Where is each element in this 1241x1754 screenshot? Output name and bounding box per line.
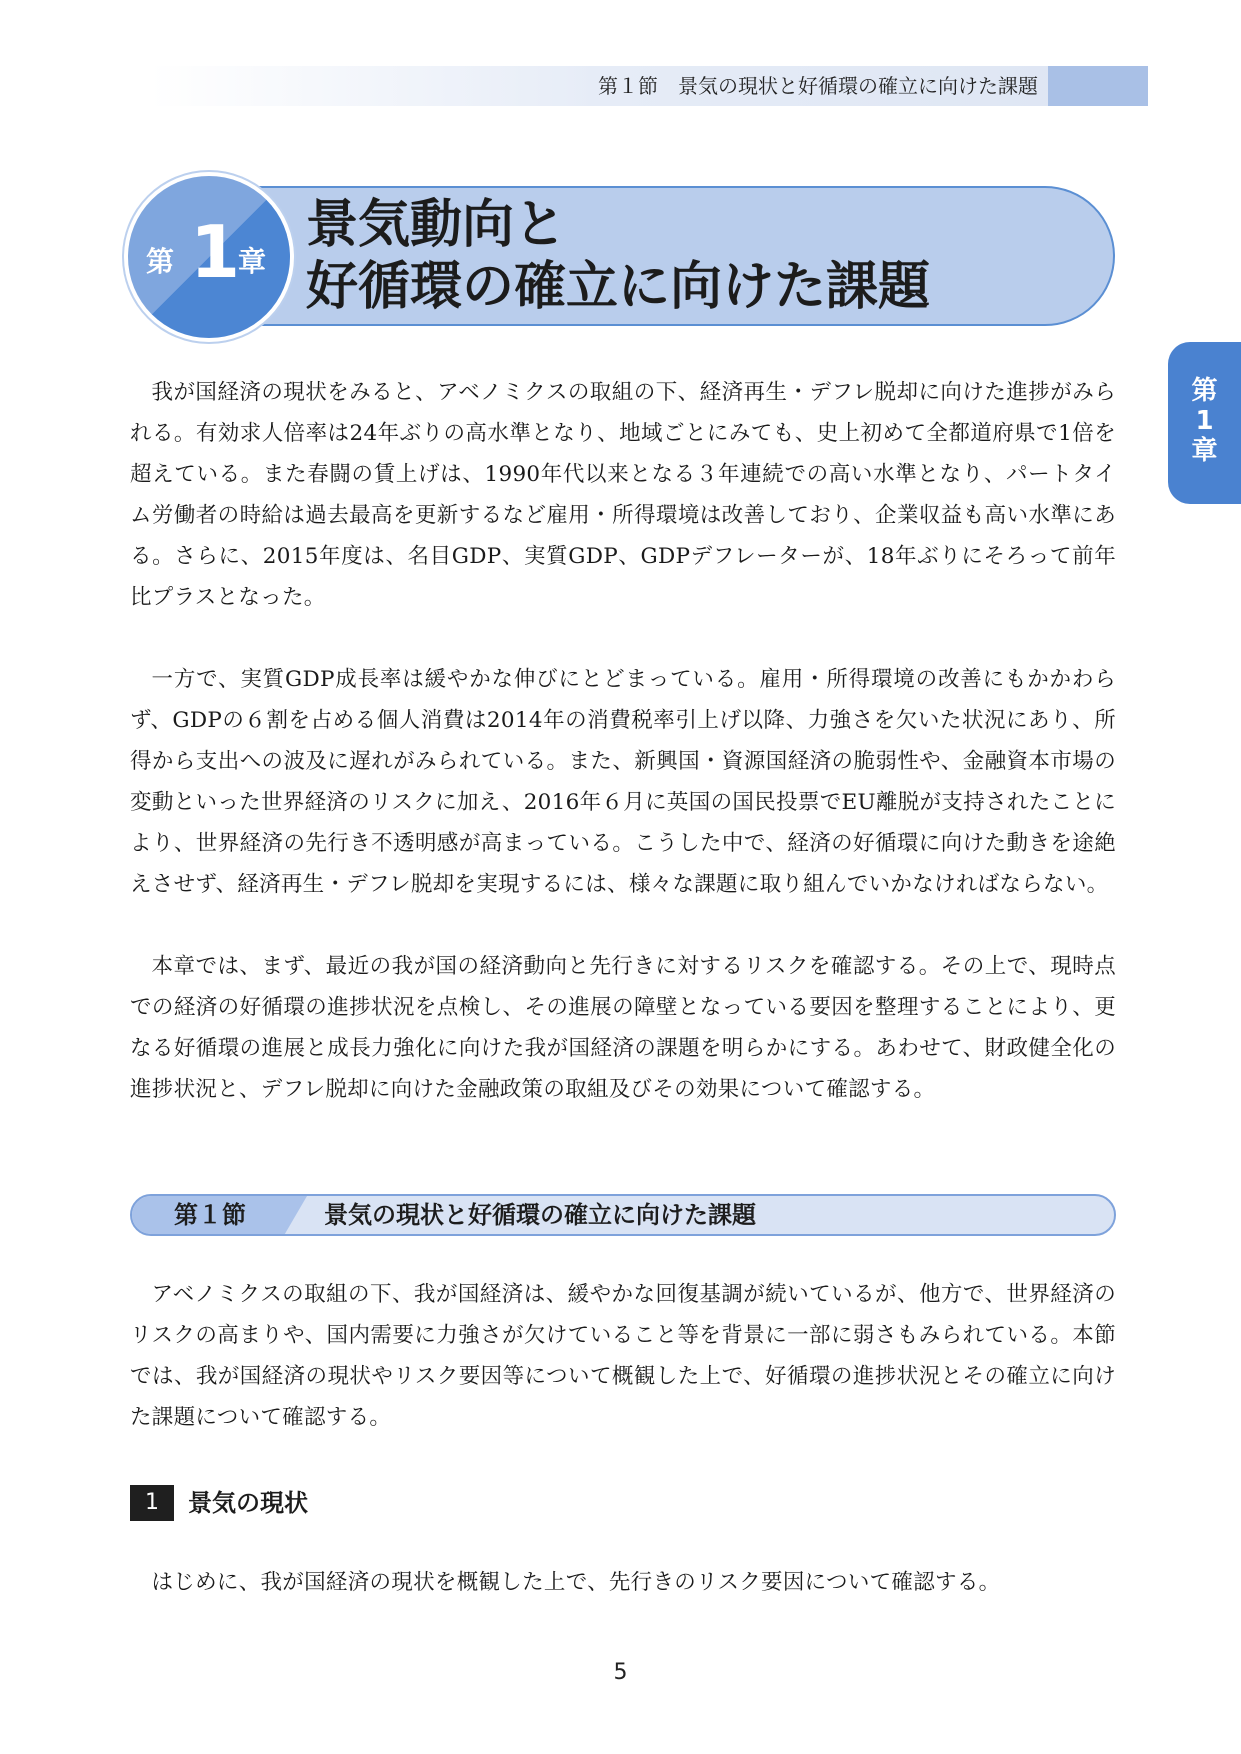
running-header-text: 第１節 景気の現状と好循環の確立に向けた課題 <box>598 74 1038 98</box>
chapter-badge-number: 1 <box>190 210 241 294</box>
side-tab-number: 1 <box>1195 406 1214 436</box>
side-tab-suffix: 章 <box>1191 436 1218 466</box>
intro-paragraph-2: 一方で、実質GDP成長率は緩やかな伸びにとどまっている。雇用・所得環境の改善にもかかわらず、GDPの６割を占める個人消費は2014年の消費税率引上げ以降、力強さを欠いた状況にあり、所得から支出への波及に遅れがみられている。また、新興国・資源国経済の脆弱性や、金融資本市場の変動といった世界経済のリスクに加え、2016年６月に英国の国民投票でEU離脱が支持されたことにより、世界経済の先行き不透明感が高まっている。こうした中で、経済の好循環に向けた動きを途絶えさせず、経済再生・デフレ脱却を実現するには、様々な課題に取り組んでいかなければならない。 <box>130 667 1116 897</box>
subsection-number: 1 <box>130 1485 174 1521</box>
intro-paragraph-1: 我が国経済の現状をみると、アベノミクスの取組の下、経済再生・デフレ脱却に向けた進捗がみられる。有効求人倍率は24年ぶりの高水準となり、地域ごとにみても、史上初めて全都道府県で1倍を超えている。また春闘の賃上げは、1990年代以来となる３年連続での高い水準となり、パートタイム労働者の時給は過去最高を更新するなど雇用・所得環境は改善しており、企業収益も高い水準にある。さらに、2015年度は、名目GDP、実質GDP、GDPデフレーターが、18年ぶりにそろって前年比プラスとなった。 <box>130 380 1116 610</box>
running-header-tab <box>1048 66 1148 106</box>
chapter-badge-suffix: 章 <box>238 245 267 278</box>
side-tab-prefix: 第 <box>1191 376 1218 406</box>
intro-paragraph-3: 本章では、まず、最近の我が国の経済動向と先行きに対するリスクを確認する。その上で、現時点での経済の好循環の進捗状況を点検し、その進展の障壁となっている要因を整理することにより、更なる好循環の進展と成長力強化に向けた我が国経済の課題を明らかにする。あわせて、財政健全化の進捗状況と、デフレ脱却に向けた金融政策の取組及びその効果について確認する。 <box>130 954 1116 1102</box>
chapter-badge <box>128 176 290 338</box>
chapter-side-tab <box>1168 342 1241 504</box>
chapter-badge-prefix: 第 <box>146 245 175 278</box>
section-number: 第１節 <box>174 1201 246 1229</box>
subsection-paragraph: はじめに、我が国経済の現状を概観した上で、先行きのリスク要因について確認する。 <box>151 1570 1001 1595</box>
page-number: 5 <box>613 1660 628 1685</box>
section-paragraph: アベノミクスの取組の下、我が国経済は、緩やかな回復基調が続いているが、他方で、世界経済のリスクの高まりや、国内需要に力強さが欠けていること等を背景に一部に弱さもみられている。本節では、我が国経済の現状やリスク要因等について概観した上で、好循環の進捗状況とその確立に向けた課題について確認する。 <box>130 1282 1116 1430</box>
subsection-title: 景気の現状 <box>188 1489 308 1517</box>
running-header <box>150 66 1148 106</box>
chapter-title: 景気動向と 好循環の確立に向けた課題 <box>306 195 931 317</box>
section-heading-bar <box>130 1194 1116 1236</box>
section-title: 景気の現状と好循環の確立に向けた課題 <box>324 1201 756 1229</box>
